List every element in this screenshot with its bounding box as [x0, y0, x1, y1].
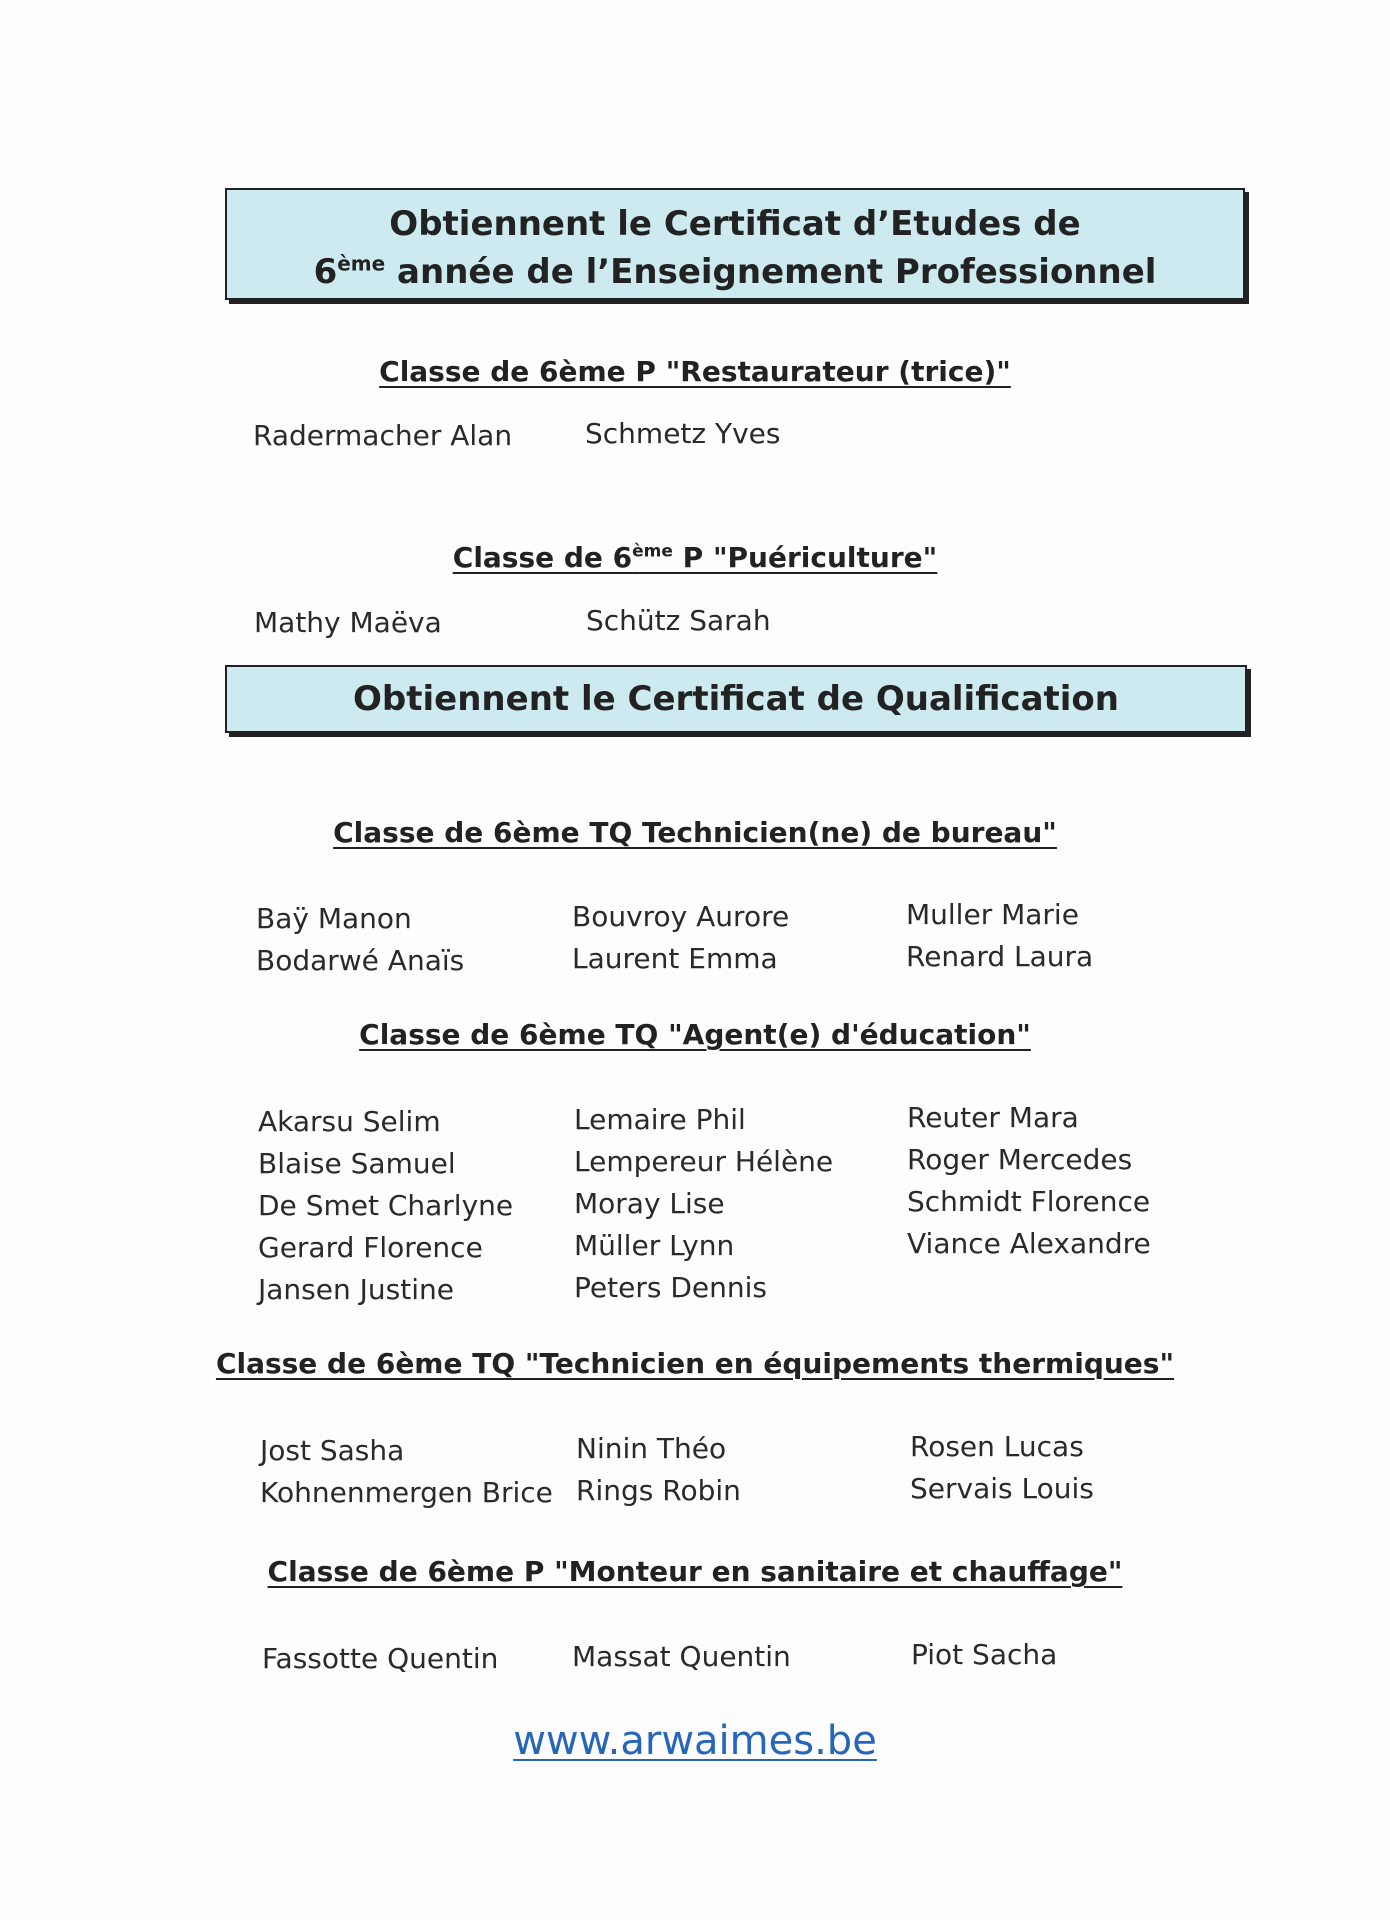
- heading-equipements-thermiques: Classe de 6ème TQ "Technicien en équipements thermiques": [215, 1347, 1175, 1380]
- student-name: Schmidt Florence: [907, 1185, 1151, 1218]
- banner-etudes-line2: 6ème année de l’Enseignement Professionnel: [313, 251, 1157, 292]
- student-name: Rings Robin: [576, 1474, 741, 1507]
- website-link[interactable]: www.arwaimes.be: [513, 1718, 877, 1764]
- banner-qualification-text: Obtiennent le Certificat de Qualification: [353, 679, 1119, 719]
- heading-monteur-sanitaire: Classe de 6ème P "Monteur en sanitaire et chauffage": [267, 1555, 1123, 1588]
- student-name: Akarsu Selim: [258, 1105, 441, 1138]
- banner-certificat-qualification: [225, 665, 1247, 733]
- heading-puericulture: Classe de 6ème P "Puériculture": [452, 541, 938, 574]
- student-name: Lemaire Phil: [574, 1103, 746, 1136]
- student-name: Bodarwé Anaïs: [256, 944, 465, 977]
- student-name: Jansen Justine: [258, 1273, 454, 1306]
- student-name: Müller Lynn: [574, 1229, 735, 1262]
- heading-restaurateur: Classe de 6ème P "Restaurateur (trice)": [379, 355, 1011, 388]
- student-name: De Smet Charlyne: [258, 1189, 514, 1222]
- student-name: Lempereur Hélène: [574, 1145, 834, 1178]
- student-name: Radermacher Alan: [253, 419, 513, 452]
- student-name: Roger Mercedes: [907, 1143, 1133, 1176]
- student-name: Massat Quentin: [572, 1640, 791, 1673]
- student-name: Kohnenmergen Brice: [260, 1476, 553, 1509]
- student-name: Rosen Lucas: [910, 1430, 1084, 1463]
- student-name: Baÿ Manon: [256, 902, 412, 935]
- student-name: Jost Sasha: [260, 1434, 405, 1467]
- student-name: Gerard Florence: [258, 1231, 483, 1264]
- student-name: Reuter Mara: [907, 1101, 1079, 1134]
- student-name: Viance Alexandre: [907, 1227, 1151, 1260]
- student-name: Renard Laura: [906, 940, 1094, 973]
- heading-technicien-bureau: Classe de 6ème TQ Technicien(ne) de bureau": [333, 816, 1057, 849]
- student-name: Fassotte Quentin: [262, 1642, 499, 1675]
- student-name: Blaise Samuel: [258, 1147, 456, 1180]
- student-name: Muller Marie: [906, 898, 1079, 931]
- student-name: Schütz Sarah: [586, 604, 771, 637]
- student-name: Peters Dennis: [574, 1271, 767, 1304]
- student-name: Schmetz Yves: [585, 417, 781, 450]
- student-name: Piot Sacha: [911, 1638, 1058, 1671]
- heading-agent-education: Classe de 6ème TQ "Agent(e) d'éducation": [359, 1018, 1031, 1051]
- student-name: Bouvroy Aurore: [572, 900, 790, 933]
- student-name: Moray Lise: [574, 1187, 725, 1220]
- student-name: Mathy Maëva: [254, 606, 442, 639]
- student-name: Servais Louis: [910, 1472, 1094, 1505]
- banner-etudes-line1: Obtiennent le Certificat d’Etudes de: [389, 204, 1081, 244]
- student-name: Ninin Théo: [576, 1432, 727, 1465]
- student-name: Laurent Emma: [572, 942, 778, 975]
- banner-certificat-etudes: [225, 188, 1245, 300]
